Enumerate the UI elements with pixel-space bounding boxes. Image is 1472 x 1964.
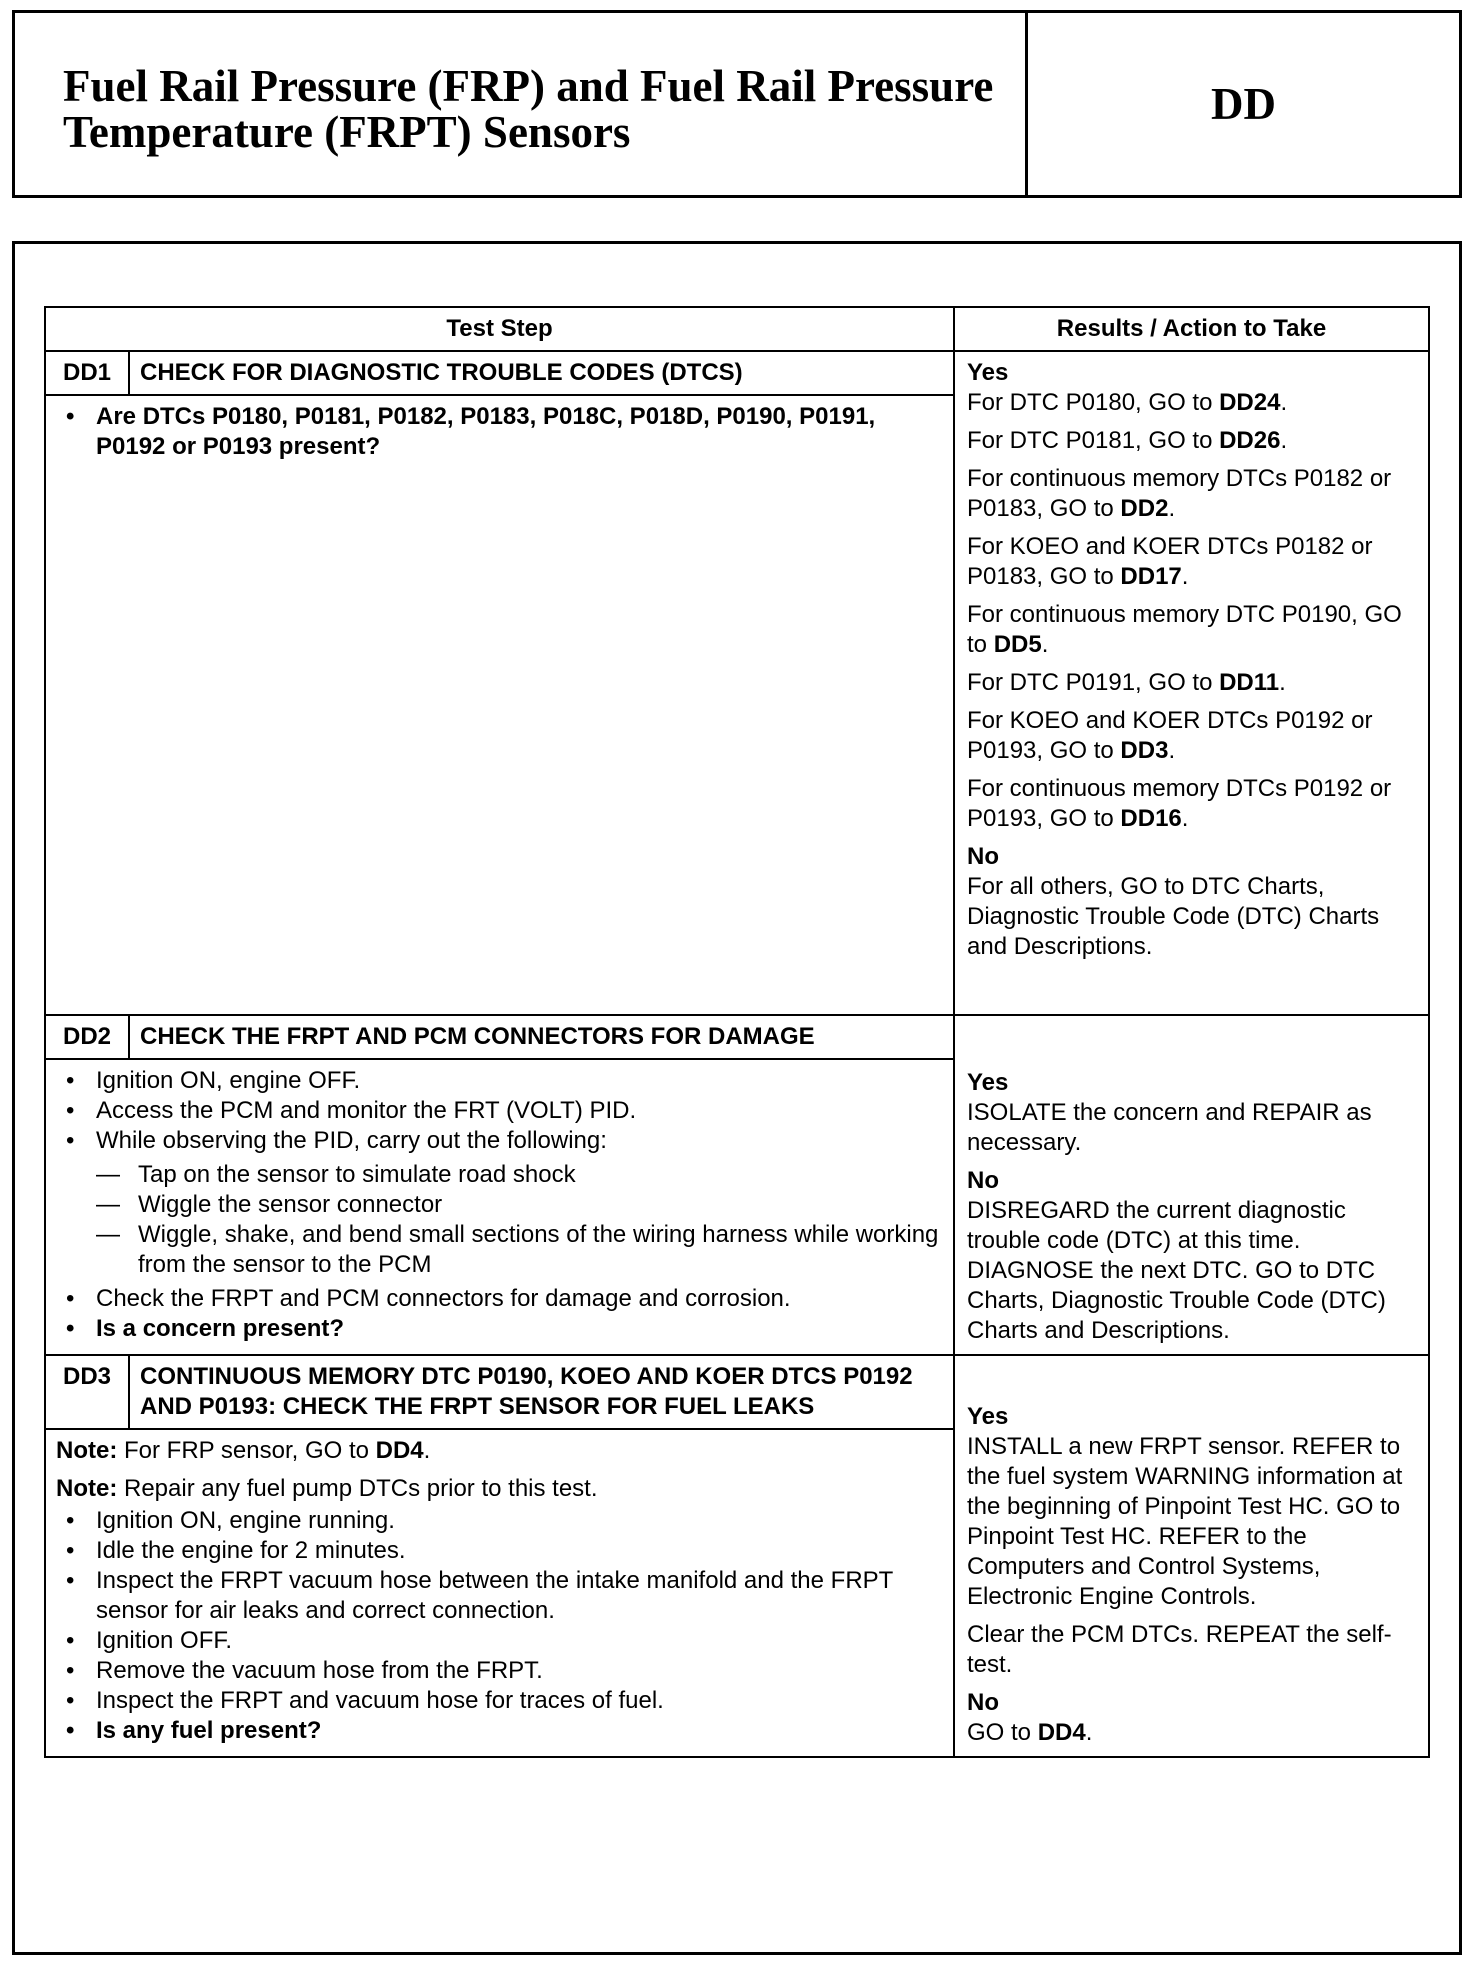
- step-bullet: • Ignition ON, engine running.: [56, 1506, 943, 1536]
- results-cell: [954, 1015, 1429, 1355]
- no-action: [967, 1718, 1418, 1748]
- note-target: DD4: [375, 1437, 424, 1464]
- step-bullet: • Inspect the FRPT vacuum hose between the intake manifold and the FRPT sensor for air leaks and correct connection.: [56, 1566, 943, 1626]
- no-label: No: [967, 1689, 999, 1716]
- yes-action-end: .: [1280, 427, 1288, 454]
- step-question: • Is a concern present?: [56, 1314, 943, 1344]
- table-row: [45, 1355, 1429, 1429]
- yes-action-target: DD16: [1120, 805, 1182, 832]
- table-row: [45, 1015, 1429, 1059]
- no-label: No: [967, 843, 999, 870]
- step-title: CHECK THE FRPT AND PCM CONNECTORS FOR DAMAGE: [129, 1015, 954, 1059]
- diagnostic-table: [44, 306, 1430, 1758]
- yes-label: Yes: [967, 1069, 1009, 1096]
- yes-actions: [967, 388, 1418, 834]
- yes-action: [967, 532, 1418, 592]
- yes-action-end: .: [1041, 631, 1049, 658]
- yes-action-target: DD24: [1219, 389, 1281, 416]
- note-label: Note:: [56, 1475, 118, 1502]
- sub-step: — Wiggle the sensor connector: [96, 1190, 943, 1220]
- yes-action: [967, 774, 1418, 834]
- yes-action-text: For DTC P0180, GO to: [967, 389, 1220, 416]
- yes-action-target: DD2: [1120, 495, 1169, 522]
- step-question: • Are DTCs P0180, P0181, P0182, P0183, P018C, P018D, P0190, P0191, P0192 or P0193 present?: [56, 402, 943, 462]
- yes-action: [967, 426, 1418, 456]
- yes-action: [967, 600, 1418, 660]
- step-body: [45, 1059, 954, 1355]
- yes-action-text: For continuous memory DTCs P0182 or P0183, GO to: [967, 465, 1392, 522]
- sub-step: — Wiggle, shake, and bend small sections of the wiring harness while working from the sensor to the PCM: [96, 1220, 943, 1280]
- step-question: • Is any fuel present?: [56, 1716, 943, 1746]
- note-end: .: [423, 1437, 431, 1464]
- yes-action: [967, 706, 1418, 766]
- yes-action-target: DD17: [1120, 563, 1182, 590]
- yes-action-2: Clear the PCM DTCs. REPEAT the self-test.: [967, 1621, 1392, 1678]
- no-action-target: DD4: [1037, 1719, 1086, 1746]
- column-header-results: Results / Action to Take: [954, 307, 1429, 351]
- yes-action-target: DD11: [1219, 669, 1280, 696]
- yes-label: Yes: [967, 359, 1009, 386]
- table-header-row: [45, 307, 1429, 351]
- yes-action-target: DD3: [1120, 737, 1169, 764]
- column-header-test-step: Test Step: [45, 307, 954, 351]
- step-code: DD2: [45, 1015, 129, 1059]
- yes-action: ISOLATE the concern and REPAIR as necessary.: [967, 1099, 1372, 1156]
- note-text: Repair any fuel pump DTCs prior to this test.: [117, 1475, 598, 1502]
- yes-action-end: .: [1181, 805, 1189, 832]
- note-text: For FRP sensor, GO to: [117, 1437, 376, 1464]
- yes-action-end: .: [1181, 563, 1189, 590]
- yes-action: [967, 464, 1418, 524]
- no-action: For all others, GO to DTC Charts, Diagnostic Trouble Code (DTC) Charts and Descriptions.: [967, 873, 1380, 960]
- step-bullet: • Remove the vacuum hose from the FRPT.: [56, 1656, 943, 1686]
- yes-action-end: .: [1168, 495, 1176, 522]
- yes-action-text: For DTC P0191, GO to: [967, 669, 1220, 696]
- yes-action-target: DD5: [993, 631, 1042, 658]
- yes-action: [967, 668, 1418, 698]
- results-cell: [954, 1355, 1429, 1757]
- sub-step: — Tap on the sensor to simulate road shock: [96, 1160, 943, 1190]
- yes-action-end: .: [1280, 389, 1288, 416]
- yes-action-text: For continuous memory DTC P0190, GO to: [967, 601, 1402, 658]
- step-bullet: • Ignition ON, engine OFF.: [56, 1066, 943, 1096]
- note: [56, 1436, 943, 1466]
- page-title: Fuel Rail Pressure (FRP) and Fuel Rail Pressure Temperature (FRPT) Sensors: [63, 61, 994, 157]
- no-label: No: [967, 1167, 999, 1194]
- yes-action-text: For DTC P0181, GO to: [967, 427, 1220, 454]
- yes-label: Yes: [967, 1403, 1009, 1430]
- section-code: DD: [1211, 79, 1276, 129]
- step-bullet: • Inspect the FRPT and vacuum hose for traces of fuel.: [56, 1686, 943, 1716]
- yes-action-end: .: [1279, 669, 1286, 696]
- note: [56, 1474, 943, 1504]
- yes-action: INSTALL a new FRPT sensor. REFER to the fuel system WARNING information at the beginning of Pinpoint Test HC. GO to Pinpoint Test HC. REFER to the Computers and Control Systems, Electronic Engine Controls.: [967, 1433, 1403, 1610]
- step-code: DD3: [45, 1355, 129, 1429]
- yes-action-text: For KOEO and KOER DTCs P0192 or P0193, GO to: [967, 707, 1373, 764]
- step-bullet: • Check the FRPT and PCM connectors for damage and corrosion.: [56, 1284, 943, 1314]
- step-title: CONTINUOUS MEMORY DTC P0190, KOEO AND KOER DTCS P0192 AND P0193: CHECK THE FRPT SENSOR FOR FUEL LEAKS: [129, 1355, 954, 1429]
- step-bullet: • Idle the engine for 2 minutes.: [56, 1536, 943, 1566]
- step-bullet: • Access the PCM and monitor the FRT (VOLT) PID.: [56, 1096, 943, 1126]
- table-row: [45, 351, 1429, 395]
- note-label: Note:: [56, 1437, 118, 1464]
- step-body: [45, 1429, 954, 1757]
- no-action-text: GO to: [967, 1719, 1038, 1746]
- yes-action-target: DD26: [1219, 427, 1281, 454]
- step-bullet: • While observing the PID, carry out the following:: [56, 1126, 943, 1156]
- step-body: [45, 395, 954, 1015]
- yes-action-text: For KOEO and KOER DTCs P0182 or P0183, GO to: [967, 533, 1373, 590]
- title-box: [12, 10, 1462, 198]
- step-title: CHECK FOR DIAGNOSTIC TROUBLE CODES (DTCS): [129, 351, 954, 395]
- results-cell: [954, 351, 1429, 1015]
- yes-action-end: .: [1168, 737, 1176, 764]
- no-action-end: .: [1085, 1719, 1093, 1746]
- no-action: DISREGARD the current diagnostic trouble code (DTC) at this time. DIAGNOSE the next DTC. GO to DTC Charts, Diagnostic Trouble Code (DTC) Charts and Descriptions.: [967, 1197, 1386, 1344]
- step-code: DD1: [45, 351, 129, 395]
- yes-action: [967, 388, 1418, 418]
- yes-action-text: For continuous memory DTCs P0192 or P0193, GO to: [967, 775, 1392, 832]
- step-bullet: • Ignition OFF.: [56, 1626, 943, 1656]
